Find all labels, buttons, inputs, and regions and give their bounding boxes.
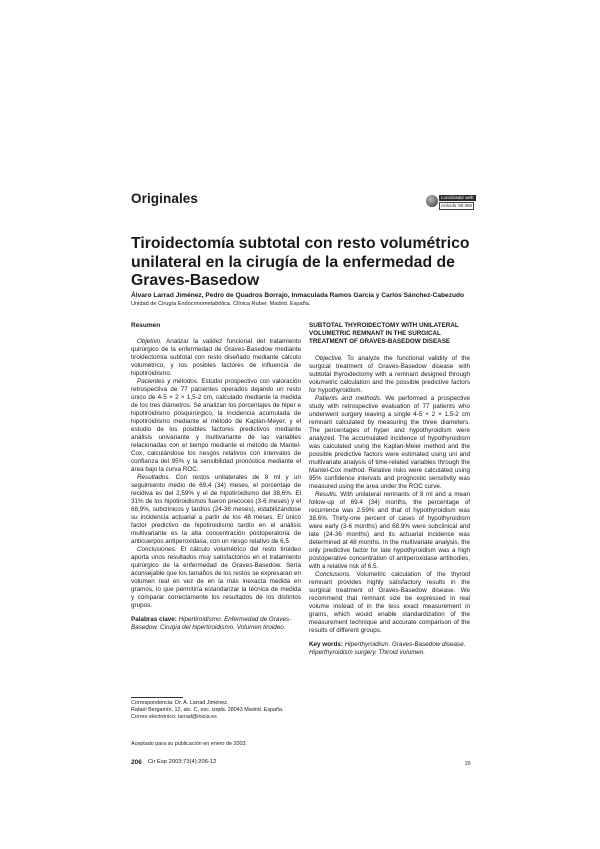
journal-reference: Cir Esp 2003;73(4):206-12: [148, 759, 217, 765]
right-page-number: 20: [465, 761, 471, 767]
resumen-objective: Objetivo. Analizar la validez funcional del tratamiento quirúrgico de la enfermedad de Graves-Basedow mediante tiroidectomía subtotal con resto diseñado mediante cálculo volumétrico, y los posibles factores de influencia de hipotiroidismo.: [131, 338, 301, 377]
footnote-divider: [131, 697, 183, 698]
abstract-results: Results. With unilateral remnants of 8 ml and a mean follow-up of 69.4 (34) months, the percentage of recurrence was 2.59% and that of hypothyroidism was 38.6%. Thirty-one percent of cases of hypothyroidism were early (3-6 months) and 68.9% were subclinical and late (24-36 months) and its actuarial incidence was determined at 48 months. In the multivariate analysis, the only predictive factor for late hypothyroidism was a high postoperative concentration of antiperoxidase antibodies, with a relative risk of 6.5.: [309, 491, 470, 570]
page-number: 206: [131, 759, 142, 766]
resumen-methods: Pacientes y métodos. Estudio prospectivo con valoración retrospectiva de 77 pacientes operados dejando un resto único de 4-5 × 2 × 1,5-2 cm, calculado mediante la medida de los tres diámetros. Se analizan los porcentajes de hiper e hipotiroidismo posquirúrgico, la incidencia acumulada de hipotiroidismo mediante el método de Kaplan-Meyer, y el estudio de los posibles factores predictivos mediante análisis univariante y multivariante de las variables relacionadas con el tiempo mediante el método de Mantel-Cox, calculándose los riesgos relativos con intervalos de confianza del 95% y la sensibilidad pronóstica mediante el área bajo la curva ROC.: [131, 378, 301, 473]
abstract-conclusions: Conclusions. Volumetric calculation of the thyroid remnant provides highly satisfactory results in the surgical treatment of Graves-Basedow disease. We recommend that remnant size be expressed in real volume instead of in the less exact measurement in grams, which would enable standardization of the measurement technique and accurate comparison of the results of different groups.: [309, 571, 470, 634]
correspondence-line: Correspondencia: Dr. A. Larrad Jiménez.: [131, 700, 229, 706]
correspondence-line: Rafael Bergamín, 12, atc. C, esc. izqda. 28043 Madrid. España.: [131, 707, 284, 713]
abstract-methods: Patients and methods. We performed a prospective study with retrospective evaluation of 77 patients who underwent surgery leaving a single 4-5 × 2 × 1.5-2 cm remnant calculated by measuring the three diameters. The percentages of hyper and hypothyroidism were analyzed. The accumulated incidence of hypothyroidism was calculated using the Kaplan-Meier method and the possible predictive factors were estimated using uni and multivariate analysis of time-related variables through the Mantel-Cox method. Relative risks were calculated using 95% confidence intervals and prognostic sensitivity was measured using the area under the ROC curve.: [309, 395, 470, 490]
correspondence-email: Correo electrónico: larrad@inicia.es: [131, 714, 217, 720]
resumen-conclusions: Conclusiones. El cálculo volumétrico del resto tiroideo aporta unos resultados muy satisfactorios en el tratamiento quirúrgico de la enfermedad de Graves-Basedow. Sería aconsejable que los tamaños de los restos se expresaran en volumen real en vez de en la más inexacta medida en gramos, lo que permitiría estandarizar la técnica de medida y comparar correctamente los resultados de los distintos grupos.: [131, 546, 301, 609]
badge-article: [439, 202, 474, 210]
resumen-heading: Resumen: [131, 322, 161, 329]
english-heading: SUBTOTAL THYROIDECTOMY WITH UNILATERAL VOLUMETRIC REMNANT IN THE SURGICAL TREATMENT OF GRAVES-BASEDOW DISEASE: [309, 322, 459, 345]
affiliation: Unidad de Cirugía Endocrinometabólica. Clínica Ruber. Madrid. España.: [131, 301, 311, 307]
resumen-results: Resultados. Con restos unilaterales de 8 ml y un seguimiento medio de 69,4 (34) meses, el porcentaje de recidiva es del 2,59% y el de hipotiroidismo del 38,6%. El 31% de los hipotiroidismos fueron precoces (3-6 meses) y el 68,9%, subclínicos y tardíos (24-36 meses), estabilizándose su incidencia actuarial a partir de los 48 meses. El único factor predictivo de hipotiroidismo tardío en el análisis multivariante es la alta concentración postoperatoria de anticuerpos antiperoxidasa, con un riesgo relativo de 6,5.: [131, 474, 301, 545]
badge-article-label: Artículo: [441, 203, 457, 208]
badge-article-number: 50.300: [458, 203, 473, 208]
correspondence: [131, 700, 301, 721]
palabras-clave: Palabras clave: Hipertiroidismo. Enfermedad de Graves-Basedow. Cirugía del hipertiroidismo. Volumen tiroideo.: [131, 616, 292, 631]
authors: Álvaro Larrad Jiménez, Pedro de Quadros Borrajo, Inmaculada Ramos García y Carlos Sánchez-Cabezudo: [131, 292, 465, 299]
accepted-note: Aceptado para su publicación en enero de 2003.: [131, 741, 247, 747]
badge-top-label: Localizador web: [441, 195, 474, 200]
section-label: Originales: [131, 191, 199, 206]
abstract-objective: Objective. To analyze the functional validity of the surgical treatment of Graves-Basedow disease with subtotal thyroidectomy with a remnant designed through volumetric calculation and the possible predictive factors for hypothyroidism.: [309, 355, 470, 394]
abstract-english: [309, 322, 470, 657]
article-title: Tiroidectomía subtotal con resto volumétrico unilateral en la cirugía de la enfermedad de Graves-Basedow: [131, 235, 470, 289]
key-words: Key words: Hiperthyroidism. Graves-Basedow disease. Hiperthyroidism surgery. Thiroid volumen.: [309, 641, 466, 656]
abstract-spanish: [131, 322, 301, 632]
web-locator-badge: [426, 195, 474, 211]
globe-icon: [426, 195, 438, 207]
